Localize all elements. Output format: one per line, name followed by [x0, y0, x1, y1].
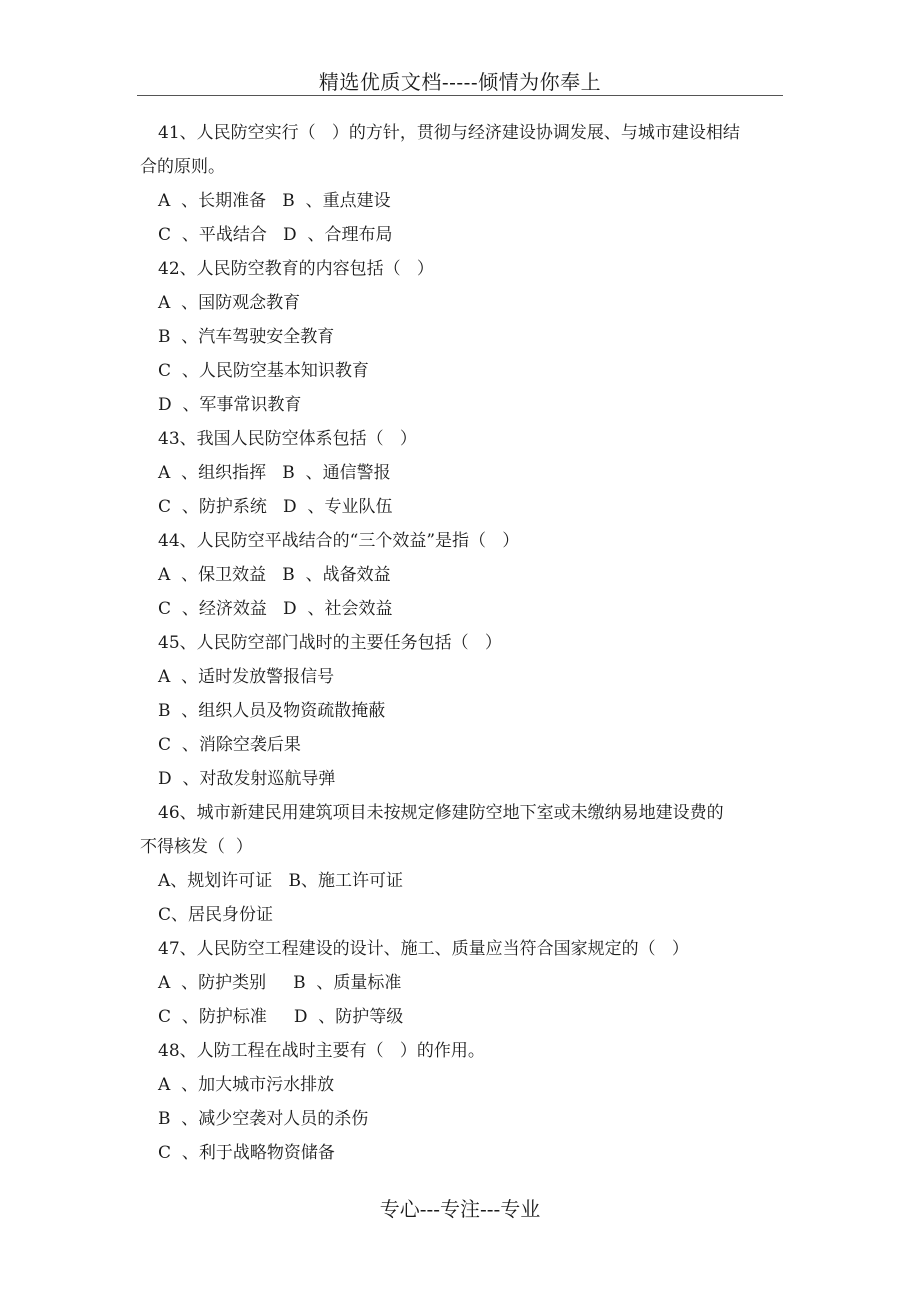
- question-46-stem-1: 46、城市新建民用建筑项目未按规定修建防空地下室或未缴纳易地建设费的: [158, 803, 724, 823]
- question-46-stem-2: 不得核发（ ）: [140, 837, 253, 857]
- question-43-option-2: C 、防护系统 D 、专业队伍: [158, 497, 393, 517]
- question-43-option-1: A 、组织指挥 B 、通信警报: [158, 463, 391, 483]
- question-45-option-a: A 、适时发放警报信号: [158, 667, 335, 687]
- question-47-stem: 47、人民防空工程建设的设计、施工、质量应当符合国家规定的（ ）: [158, 939, 689, 959]
- question-41-stem-1: 41、人民防空实行（ ）的方针，贯彻与经济建设协调发展、与城市建设相结: [158, 123, 740, 143]
- page-header: 精选优质文档-----倾情为你奉上: [318, 70, 602, 94]
- question-42-option-a: A 、国防观念教育: [158, 293, 301, 313]
- question-45-option-c: C 、消除空袭后果: [158, 735, 301, 755]
- header-rule: [137, 95, 783, 96]
- question-list: [140, 116, 780, 1170]
- question-44-stem: 44、人民防空平战结合的“三个效益”是指（ ）: [158, 531, 520, 551]
- question-48-option-b: B 、减少空袭对人员的杀伤: [158, 1109, 369, 1129]
- question-48-option-c: C 、利于战略物资储备: [158, 1143, 335, 1163]
- question-45-option-d: D 、对敌发射巡航导弹: [158, 769, 336, 789]
- question-47-option-1: A 、防护类别 B 、质量标准: [158, 973, 402, 993]
- question-42-option-c: C 、人民防空基本知识教育: [158, 361, 369, 381]
- page-footer: 专心---专注---专业: [379, 1197, 541, 1221]
- question-46-option-1: A、规划许可证 B、施工许可证: [158, 871, 403, 891]
- question-44-option-1: A 、保卫效益 B 、战备效益: [158, 565, 391, 585]
- question-48-stem: 48、人防工程在战时主要有（ ）的作用。: [158, 1041, 485, 1061]
- question-41-option-1: A 、长期准备 B 、重点建设: [158, 191, 391, 211]
- question-45-stem: 45、人民防空部门战时的主要任务包括（ ）: [158, 633, 502, 653]
- question-45-option-b: B 、组织人员及物资疏散掩蔽: [158, 701, 386, 721]
- question-48-option-a: A 、加大城市污水排放: [158, 1075, 335, 1095]
- question-46-option-2: C、居民身份证: [158, 905, 274, 925]
- question-42-option-b: B 、汽车驾驶安全教育: [158, 327, 335, 347]
- question-47-option-2: C 、防护标准 D 、防护等级: [158, 1007, 404, 1027]
- question-42-option-d: D 、军事常识教育: [158, 395, 302, 415]
- question-41-stem-2: 合的原则。: [140, 157, 225, 177]
- question-43-stem: 43、我国人民防空体系包括（ ）: [158, 429, 417, 449]
- question-41-option-2: C 、平战结合 D 、合理布局: [158, 225, 393, 245]
- question-44-option-2: C 、经济效益 D 、社会效益: [158, 599, 393, 619]
- question-42-stem: 42、人民防空教育的内容包括（ ）: [158, 259, 434, 279]
